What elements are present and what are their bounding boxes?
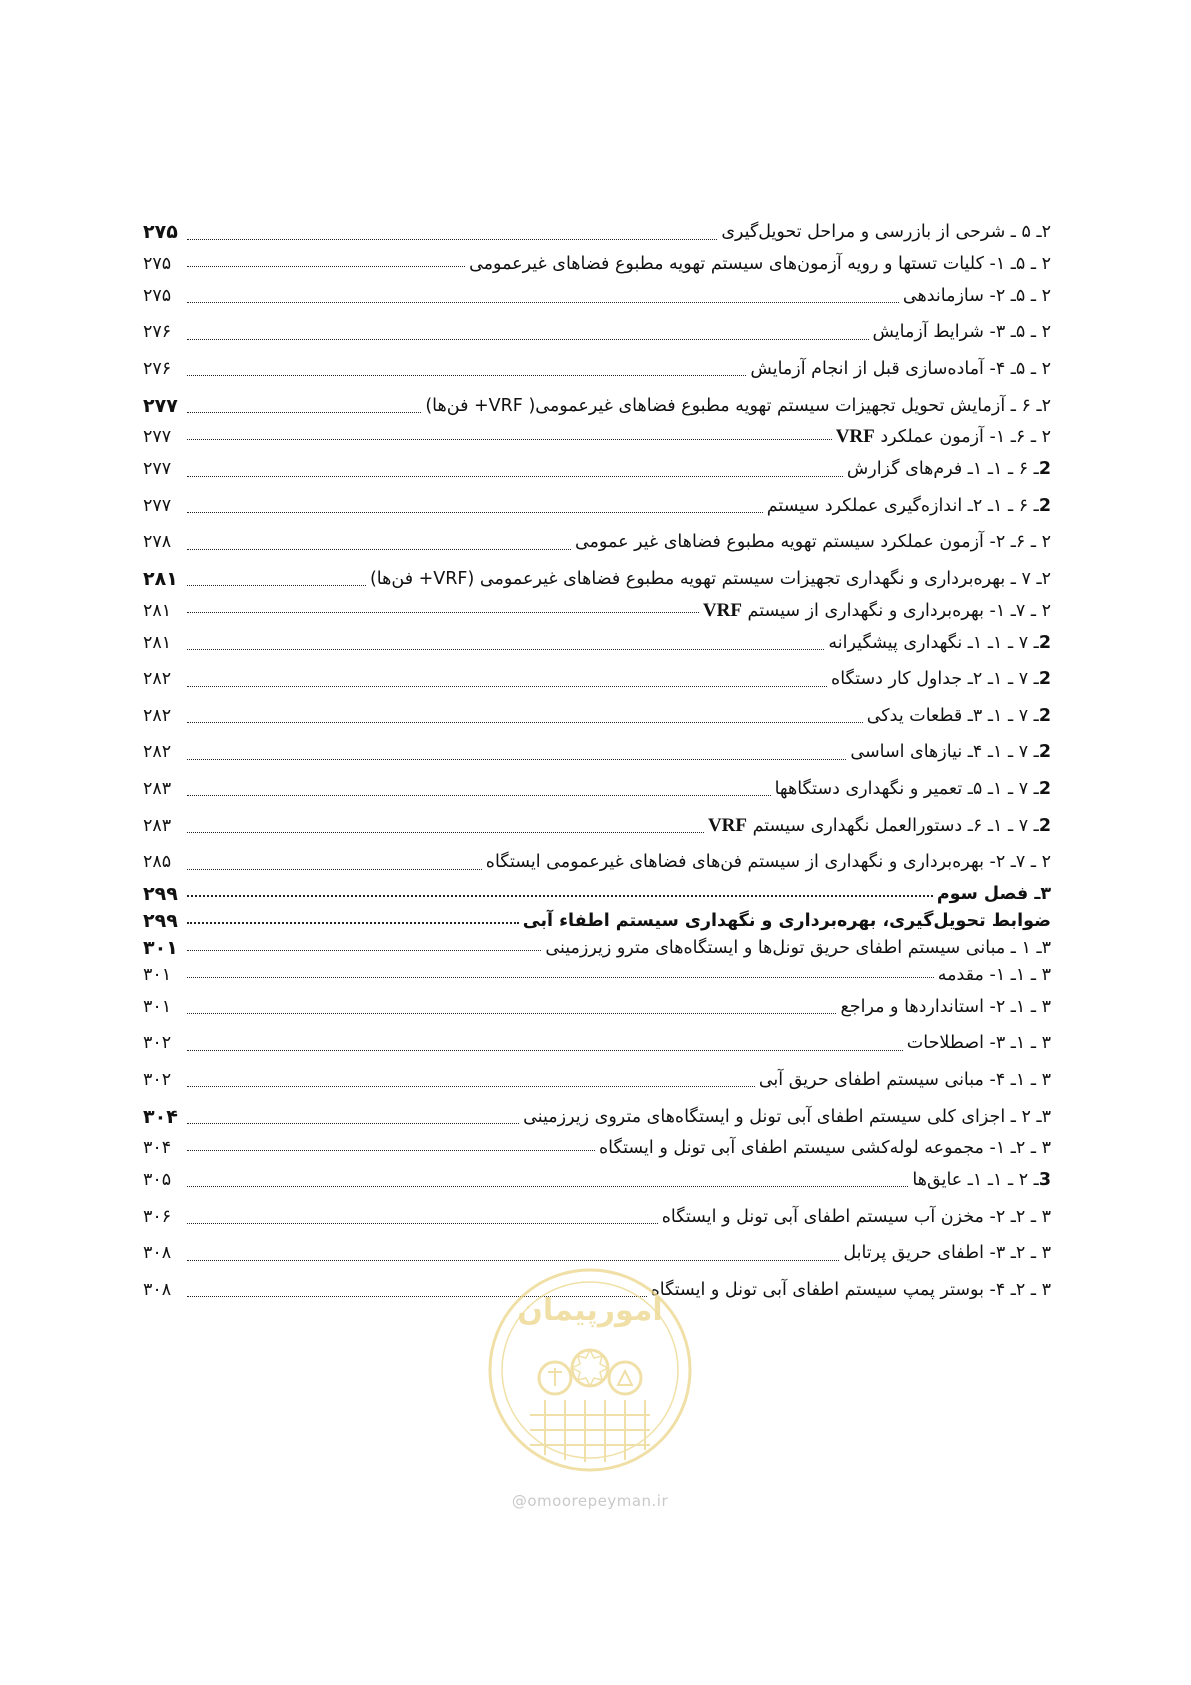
toc-page-number: ۳۰۲ — [143, 1069, 172, 1090]
toc-entry-title — [660, 1207, 1051, 1227]
toc-entry-title-text: ـ ۶ ـ ۱ـ ۲ـ اندازه‌گیری عملکرد سیستم — [766, 495, 1039, 516]
toc-leader-dots — [187, 1223, 658, 1224]
toc-entry-chapter-number: 3 — [1038, 1170, 1051, 1191]
toc-page-number: ۳۰۸ — [143, 1243, 172, 1264]
toc-page-number: ۳۰۵ — [143, 1170, 172, 1191]
toc-leader-dots — [187, 339, 869, 340]
toc-entry-title — [841, 1243, 1051, 1263]
toc-entry-title-text: ـ ۷ ـ ۱ـ ۳ـ قطعات یدکی — [866, 705, 1039, 726]
toc-entry-chapter-number: 2 — [1038, 742, 1051, 763]
toc-leader-dots — [187, 895, 933, 897]
toc-entry[interactable] — [143, 278, 1051, 315]
toc-entry-title-text: ـ ۷ ـ ۱ـ ۲ـ جداول کار دستگاه — [831, 669, 1039, 690]
toc-entry-title-text: ۳ـ ۲ ـ اجزای کلی سیستم اطفای آبی تونل و ایستگاه‌های متروی زیرزمینی — [523, 1106, 1051, 1127]
toc-entry[interactable] — [143, 561, 1051, 598]
toc-entry-chapter-number: 2 — [1038, 495, 1051, 516]
toc-entry-title — [905, 1033, 1051, 1053]
toc-page-number: ۲۸۱ — [143, 600, 172, 621]
toc-page-number: ۲۸۳ — [143, 779, 172, 800]
toc-leader-dots — [187, 266, 465, 267]
toc-entry-title-text: ضوابط تحویل‌گیری، بهره‌برداری و نگهداری سیستم اطفاء آبی — [522, 911, 1051, 931]
toc-entry[interactable] — [143, 1135, 1051, 1162]
toc-entry-chapter-number: 2 — [1038, 815, 1051, 836]
toc-entry[interactable] — [143, 387, 1051, 424]
toc-entry-title-text: ۳ـ ۱ ـ مبانی سیستم اطفای حریق تونل‌ها و ایستگاه‌های مترو زیرزمینی — [545, 938, 1051, 958]
toc-entry-chapter-number: 2 — [1038, 779, 1051, 800]
toc-page-number: ۲۷۵ — [143, 254, 172, 275]
toc-entry[interactable] — [143, 251, 1051, 278]
toc-leader-dots — [187, 759, 846, 760]
toc-page-number: ۲۸۵ — [143, 852, 172, 873]
toc-entry-title — [936, 965, 1051, 985]
toc-entry-title — [521, 1107, 1051, 1127]
toc-entry[interactable] — [143, 1062, 1051, 1099]
toc-leader-dots — [187, 512, 763, 513]
toc-page-number: ۲۸۲ — [143, 669, 172, 690]
toc-entry-title — [834, 426, 1051, 448]
toc-entry-title-text: ـ ۷ ـ ۱ـ ۶ـ دستورالعمل نگهداری سیستم — [747, 815, 1039, 836]
toc-page-number: ۲۹۹ — [143, 910, 178, 932]
toc-leader-dots — [187, 722, 863, 723]
toc-entry-title — [757, 1070, 1051, 1090]
toc-leader-dots — [187, 1050, 903, 1051]
toc-entry-title-text: ۲ـ ۵ ـ شرحی از بازرسی و مراحل تحویل‌گیری — [721, 222, 1051, 243]
toc-entry-title-text: ۲ ـ ۷ـ ۲- بهره‌برداری و نگهداری از سیستم فن‌های فضاهای غیرعمومی ایستگاه — [485, 852, 1051, 873]
toc-entry-title — [423, 396, 1051, 416]
toc-leader-dots — [187, 439, 832, 440]
toc-entry-title-text: ۳ ـ ۲ـ ۲- مخزن آب سیستم اطفای آبی تونل و ایستگاه — [661, 1206, 1051, 1227]
toc-entry-title-text: ۲ ـ ۵ـ ۴- آماده‌سازی قبل از انجام آزمایش — [750, 359, 1051, 380]
toc-page-number: ۲۹۹ — [143, 883, 178, 905]
toc-leader-dots — [187, 1150, 595, 1151]
toc-entry[interactable] — [143, 935, 1051, 962]
toc-leader-dots — [187, 1186, 908, 1187]
toc-leader-dots — [187, 832, 704, 833]
toc-entry-title-text: ـ ۲ ـ ۱ـ ۱ـ عایق‌ها — [912, 1170, 1039, 1191]
table-of-contents — [143, 214, 1051, 1308]
toc-leader-dots — [187, 302, 899, 303]
toc-leader-dots — [187, 1123, 519, 1124]
toc-entry-title — [748, 359, 1051, 379]
toc-page-number: ۲۸۲ — [143, 705, 172, 726]
toc-entry[interactable] — [143, 908, 1051, 935]
toc-entry-title — [829, 669, 1051, 689]
toc-leader-dots — [187, 239, 717, 240]
toc-entry-title-text: ـ ۷ ـ ۱ـ ۵ـ تعمیر و نگهداری دستگاهها — [774, 779, 1039, 800]
toc-page-number: ۲۸۲ — [143, 742, 172, 763]
toc-page-number: ۲۷۷ — [143, 459, 172, 480]
toc-entry-title — [838, 997, 1051, 1017]
toc-entry-title — [543, 938, 1051, 958]
toc-entry-title-text: ۳ـ فصل سوم — [936, 884, 1051, 904]
toc-page-number: ۲۷۶ — [143, 359, 172, 380]
toc-entry-title — [865, 706, 1051, 726]
toc-leader-dots — [187, 375, 746, 376]
toc-leader-dots — [187, 977, 934, 978]
toc-leader-dots — [187, 922, 519, 924]
toc-page-number: ۳۰۱ — [143, 937, 178, 959]
toc-entry-title — [773, 779, 1051, 799]
toc-leader-dots — [187, 549, 571, 550]
toc-entry-title-text: ۲ ـ ۵ـ ۳- شرایط آزمایش — [872, 322, 1051, 343]
toc-entry[interactable] — [143, 1198, 1051, 1235]
toc-page-number: ۳۰۴ — [143, 1138, 172, 1159]
toc-entry-title — [848, 742, 1051, 762]
watermark-logo-icon — [470, 1250, 710, 1490]
toc-leader-dots — [187, 869, 482, 870]
toc-entry-title — [484, 852, 1051, 872]
toc-entry-title — [910, 1170, 1051, 1190]
toc-entry[interactable] — [143, 698, 1051, 735]
toc-entry-title-text: ۳ ـ ۱ـ ۲- استانداردها و مراجع — [840, 996, 1051, 1017]
toc-page-number: ۳۰۶ — [143, 1206, 172, 1227]
toc-entry-title-text: ۲ـ ۷ ـ بهره‌برداری و نگهداری تجهیزات سیستم تهویه مطبوع فضاهای غیرعمومی (VRF+ فن‌ها) — [369, 569, 1051, 590]
toc-page-number: ۲۷۵ — [143, 285, 172, 306]
toc-entry[interactable] — [143, 451, 1051, 488]
toc-entry-title — [573, 532, 1051, 552]
toc-entry[interactable] — [143, 524, 1051, 561]
toc-entry[interactable] — [143, 962, 1051, 989]
toc-entry[interactable] — [143, 661, 1051, 698]
toc-entry-title-text: ۳ ـ ۲ـ ۱- مجموعه لوله‌کشی سیستم اطفای آبی تونل و ایستگاه — [598, 1138, 1051, 1159]
toc-leader-dots — [187, 950, 541, 951]
toc-entry[interactable] — [143, 624, 1051, 661]
toc-entry-title — [871, 322, 1052, 342]
toc-entry-title-text: ۳ ـ ۲ـ ۳- اطفای حریق پرتابل — [843, 1243, 1051, 1264]
toc-entry-title — [597, 1138, 1051, 1158]
toc-entry-title-text: ـ ۷ ـ ۱ـ ۴ـ نیازهای اساسی — [850, 742, 1039, 763]
toc-leader-dots — [187, 1013, 836, 1014]
toc-entry-title-text: ۳ ـ ۱ـ ۳- اصطلاحات — [906, 1033, 1051, 1054]
toc-page-number: ۳۰۱ — [143, 965, 172, 985]
toc-page-number: ۳۰۸ — [143, 1279, 172, 1300]
toc-leader-dots — [187, 612, 699, 613]
toc-entry[interactable] — [143, 424, 1051, 451]
toc-entry[interactable] — [143, 1025, 1051, 1062]
toc-entry[interactable] — [143, 214, 1051, 251]
toc-leader-dots — [187, 795, 771, 796]
toc-entry[interactable] — [143, 989, 1051, 1026]
toc-entry-title — [467, 254, 1051, 274]
toc-entry-chapter-number: 2 — [1038, 669, 1051, 690]
toc-entry[interactable] — [143, 314, 1051, 351]
toc-entry-chapter-number: 2 — [1038, 632, 1051, 653]
toc-page-number: ۲۸۳ — [143, 815, 172, 836]
toc-entry-title-text: ۲ ـ ۶ـ ۱- آزمون عملکرد — [874, 427, 1051, 448]
toc-entry-title-text: ۳ ـ ۱ـ ۴- مبانی سیستم اطفای حریق آبی — [758, 1069, 1051, 1090]
toc-entry-title-text: ۲ ـ ۶ـ ۲- آزمون عملکرد سیستم تهویه مطبوع فضاهای غیر عمومی — [574, 532, 1051, 553]
toc-entry-title-text: ـ ۷ ـ ۱ـ ۱ـ نگهداری پیشگیرانه — [828, 632, 1039, 653]
toc-page-number: ۲۷۵ — [143, 221, 178, 244]
toc-leader-dots — [187, 649, 824, 650]
toc-page-number: ۲۷۷ — [143, 495, 172, 516]
toc-leader-dots — [187, 412, 421, 413]
toc-page-number: ۳۰۴ — [143, 1105, 178, 1128]
toc-entry[interactable] — [143, 597, 1051, 624]
toc-entry-title — [701, 600, 1051, 622]
toc-entry-title-text: ۳ ـ ۱ـ ۱- مقدمه — [937, 965, 1051, 985]
toc-entry[interactable] — [143, 844, 1051, 881]
toc-entry[interactable] — [143, 1162, 1051, 1199]
watermark-logo-text: امورپیمان — [517, 1293, 663, 1328]
toc-entry[interactable] — [143, 488, 1051, 525]
toc-page-number: ۳۰۱ — [143, 996, 172, 1017]
toc-entry-title-latin: VRF — [702, 599, 742, 621]
toc-entry-title — [368, 569, 1051, 589]
toc-leader-dots — [187, 585, 366, 586]
toc-entry-title — [765, 496, 1051, 516]
toc-page-number: ۲۷۸ — [143, 532, 172, 553]
watermark-url: @omoorepeyman.ir — [511, 1492, 669, 1510]
toc-entry-title — [706, 815, 1051, 837]
toc-entry[interactable] — [143, 771, 1051, 808]
toc-entry-title-latin: VRF — [835, 426, 875, 448]
toc-entry-chapter-number: 2 — [1038, 705, 1051, 726]
toc-entry[interactable] — [143, 734, 1051, 771]
toc-page-number: ۲۸۱ — [143, 632, 172, 653]
toc-page-number: ۳۰۲ — [143, 1033, 172, 1054]
toc-entry-title-text: ۳ ـ ۲ـ ۴- بوستر پمپ سیستم اطفای آبی تونل و ایستگاه — [650, 1279, 1051, 1300]
toc-page-number: ۲۷۷ — [143, 427, 172, 448]
toc-entry-title — [826, 633, 1051, 653]
toc-entry[interactable] — [143, 1098, 1051, 1135]
toc-entry-title — [935, 884, 1051, 904]
toc-entry-title — [845, 459, 1051, 479]
toc-leader-dots — [187, 686, 827, 687]
toc-entry-title-text: ۲ ـ ۷ـ ۱- بهره‌برداری و نگهداری از سیستم — [741, 600, 1051, 621]
toc-entry[interactable] — [143, 881, 1051, 908]
toc-entry-title-text: ۲ـ ۶ ـ آزمایش تحویل تجهیزات سیستم تهویه مطبوع فضاهای غیرعمومی( VRF+ فن‌ها) — [425, 395, 1051, 416]
toc-page-number: ۲۷۶ — [143, 322, 172, 343]
toc-entry-title-text: ـ ۶ ـ ۱ـ ۱ـ فرم‌های گزارش — [846, 459, 1039, 480]
toc-leader-dots — [187, 1086, 755, 1087]
toc-entry-title-latin: VRF — [707, 814, 748, 836]
toc-entry-chapter-number: 2 — [1038, 459, 1051, 480]
toc-entry-title-text: ۲ ـ ۵ـ ۲- سازماندهی — [902, 285, 1051, 306]
toc-entry-title-text: ۲ ـ ۵ـ ۱- کلیات تستها و رویه آزمون‌های سیستم تهویه مطبوع فضاهای غیرعمومی — [469, 254, 1051, 275]
toc-leader-dots — [187, 476, 843, 477]
toc-page-number: ۲۸۱ — [143, 568, 178, 591]
toc-entry[interactable] — [143, 807, 1051, 844]
toc-entry[interactable] — [143, 351, 1051, 388]
toc-entry-title — [901, 286, 1051, 306]
toc-entry-title — [521, 911, 1051, 931]
toc-entry-title — [719, 222, 1051, 242]
toc-page-number: ۲۷۷ — [143, 394, 178, 417]
